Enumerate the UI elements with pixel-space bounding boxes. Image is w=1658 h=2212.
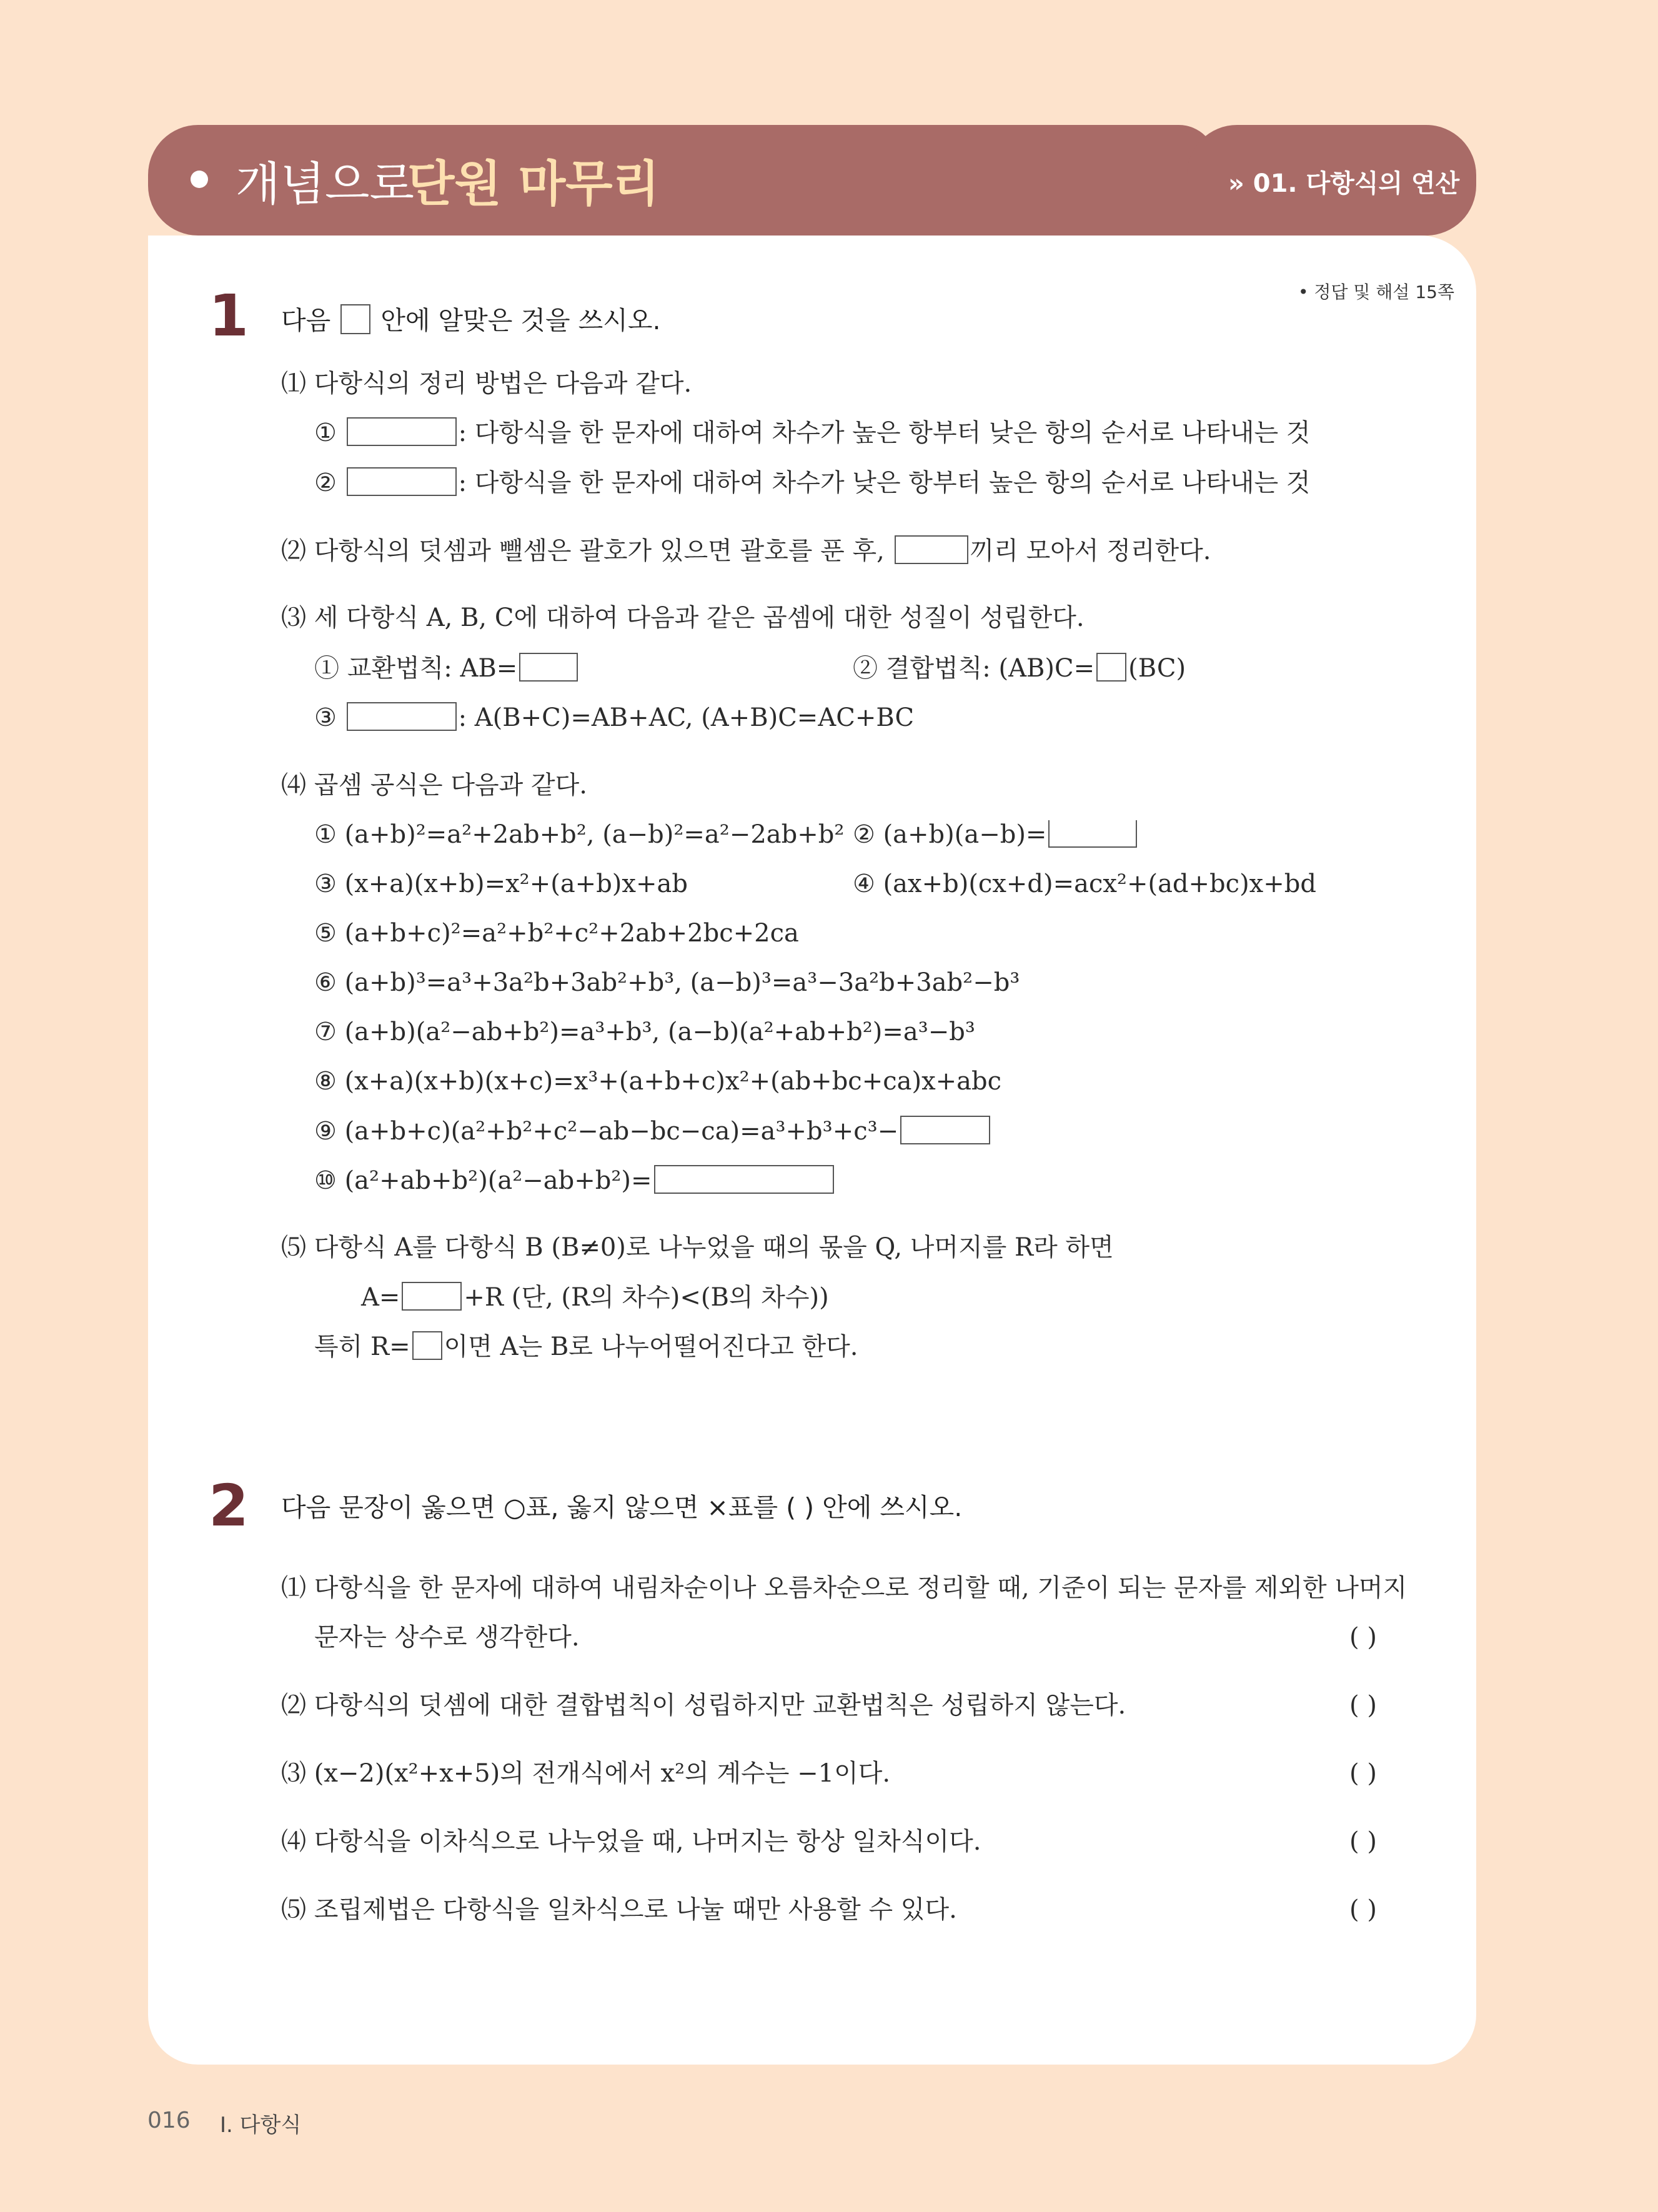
title-text-after: 안에 알맞은 것을 쓰시오. [380, 305, 661, 335]
section-label: » 01. 다항식의 연산 [1228, 169, 1460, 198]
equation-text-after: +R (단, (R의 차수)<(B의 차수)) [464, 1283, 829, 1312]
q1-part3-item2 [853, 653, 1186, 683]
answer-blank[interactable] [412, 1331, 442, 1360]
formula-3: ③ (x+a)(x+b)=x²+(a+b)x+ab [314, 870, 688, 898]
answer-blank[interactable] [1096, 653, 1126, 682]
item-number: ① [314, 419, 337, 447]
statement-3: ⑶ (x−2)(x²+x+5)의 전개식에서 x²의 계수는 −1이다. [281, 1759, 891, 1788]
answer-parentheses[interactable]: ( ) [1349, 1623, 1377, 1652]
chapter-label: Ⅰ. 다항식 [220, 2113, 302, 2138]
division-equation [361, 1282, 829, 1312]
item-number: ② [314, 469, 337, 497]
statement-1-line1: ⑴ 다항식을 한 문자에 대하여 내림차순이나 오름차순으로 정리할 때, 기준이 되는 문자를 제외한 나머지 [281, 1574, 1407, 1602]
answer-box-icon [340, 304, 370, 334]
answer-blank[interactable] [895, 535, 968, 564]
title-text-before: 다음 [281, 305, 331, 335]
formula-1: ① (a+b)²=a²+2ab+b², (a−b)²=a²−2ab+b² [314, 820, 845, 849]
answer-blank[interactable] [1048, 820, 1137, 848]
answer-blank[interactable] [347, 417, 457, 446]
q1-part5-head: ⑸ 다항식 A를 다항식 B (B≠0)로 나누었을 때의 몫을 Q, 나머지를 R라 하면 [281, 1233, 1114, 1262]
item-text: : 다항식을 한 문자에 대하여 차수가 낮은 항부터 높은 항의 순서로 나타내는 것 [458, 469, 1311, 497]
q1-part3-item3 [314, 702, 914, 733]
bullet-dot-icon [191, 171, 208, 188]
answer-blank[interactable] [654, 1165, 834, 1194]
formula-5: ⑤ (a+b+c)²=a²+b²+c²+2ab+2bc+2ca [314, 919, 799, 948]
equation-text-before: A= [361, 1283, 400, 1312]
item-text: : 다항식을 한 문자에 대하여 차수가 높은 항부터 낮은 항의 순서로 나타내는 것 [458, 419, 1311, 447]
formula-9 [314, 1116, 992, 1146]
answer-blank[interactable] [347, 467, 457, 496]
part2-text-after: 끼리 모아서 정리한다. [970, 537, 1211, 565]
answer-parentheses[interactable]: ( ) [1349, 1759, 1377, 1788]
note-text-before: 특히 R= [314, 1332, 410, 1361]
statement-5: ⑸ 조립제법은 다항식을 일차식으로 나눌 때만 사용할 수 있다. [281, 1895, 957, 1924]
part2-text-before: ⑵ 다항식의 덧셈과 뺄셈은 괄호가 있으면 괄호를 푼 후, [281, 537, 885, 565]
note-text-after: 이면 A는 B로 나누어떨어진다고 한다. [444, 1332, 858, 1361]
question-1-title [281, 300, 661, 337]
formula-7: ⑦ (a+b)(a²−ab+b²)=a³+b³, (a−b)(a²+ab+b²)=a³−b³ [314, 1018, 975, 1046]
answer-parentheses[interactable]: ( ) [1349, 1895, 1377, 1924]
answer-blank[interactable] [519, 653, 578, 682]
answer-parentheses[interactable]: ( ) [1349, 1827, 1377, 1856]
statement-4: ⑷ 다항식을 이차식으로 나누었을 때, 나머지는 항상 일차식이다. [281, 1827, 981, 1856]
formula-text: ⑨ (a+b+c)(a²+b²+c²−ab−bc−ca)=a³+b³+c³− [314, 1117, 899, 1146]
q1-part3-item1 [314, 653, 580, 683]
header-title-part1: 개념으로 [236, 157, 414, 211]
q1-part4-head: ⑷ 곱셈 공식은 다음과 같다. [281, 771, 587, 800]
formula-10 [314, 1165, 836, 1196]
q1-part1-item1 [314, 417, 1310, 448]
statement-1-line2: 문자는 상수로 생각한다. [314, 1623, 580, 1652]
formula-text: ② (a+b)(a−b)= [853, 820, 1047, 849]
question-number-1: 1 [209, 282, 249, 349]
q1-part1-item2 [314, 467, 1310, 498]
answer-reference: • 정답 및 해설 15쪽 [1298, 282, 1455, 302]
division-note [314, 1331, 858, 1362]
q1-part3-head: ⑶ 세 다항식 A, B, C에 대하여 다음과 같은 곱셈에 대한 성질이 성립한다. [281, 603, 1085, 632]
answer-blank[interactable] [347, 702, 457, 731]
content-card [148, 236, 1476, 2065]
formula-text: ⑩ (a²+ab+b²)(a²−ab+b²)= [314, 1166, 652, 1195]
item-text: ① 교환법칙: AB= [314, 654, 518, 683]
item-text-before: ② 결합법칙: (AB)C= [853, 654, 1095, 683]
item-text-after: (BC) [1128, 654, 1186, 683]
answer-blank[interactable] [402, 1282, 462, 1311]
item-number: ③ [314, 703, 337, 732]
answer-parentheses[interactable]: ( ) [1349, 1691, 1377, 1720]
page-number: 016 [147, 2108, 191, 2133]
question-number-2: 2 [209, 1472, 249, 1539]
formula-6: ⑥ (a+b)³=a³+3a²b+3ab²+b³, (a−b)³=a³−3a²b+3ab²−b³ [314, 968, 1020, 997]
formula-2 [853, 820, 1139, 850]
header-title-part2: 단원 마무리 [407, 156, 660, 212]
formula-8: ⑧ (x+a)(x+b)(x+c)=x³+(a+b+c)x²+(ab+bc+ca)x+abc [314, 1067, 1001, 1096]
question-2-title: 다음 문장이 옳으면 ○표, 옳지 않으면 ×표를 ( ) 안에 쓰시오. [281, 1492, 963, 1522]
formula-4: ④ (ax+b)(cx+d)=acx²+(ad+bc)x+bd [853, 870, 1316, 898]
item-text: : A(B+C)=AB+AC, (A+B)C=AC+BC [458, 703, 915, 732]
q1-part1-head: ⑴ 다항식의 정리 방법은 다음과 같다. [281, 369, 692, 398]
answer-blank[interactable] [900, 1116, 990, 1144]
q1-part2 [281, 535, 1211, 566]
statement-2: ⑵ 다항식의 덧셈에 대한 결합법칙이 성립하지만 교환법칙은 성립하지 않는다. [281, 1691, 1126, 1720]
